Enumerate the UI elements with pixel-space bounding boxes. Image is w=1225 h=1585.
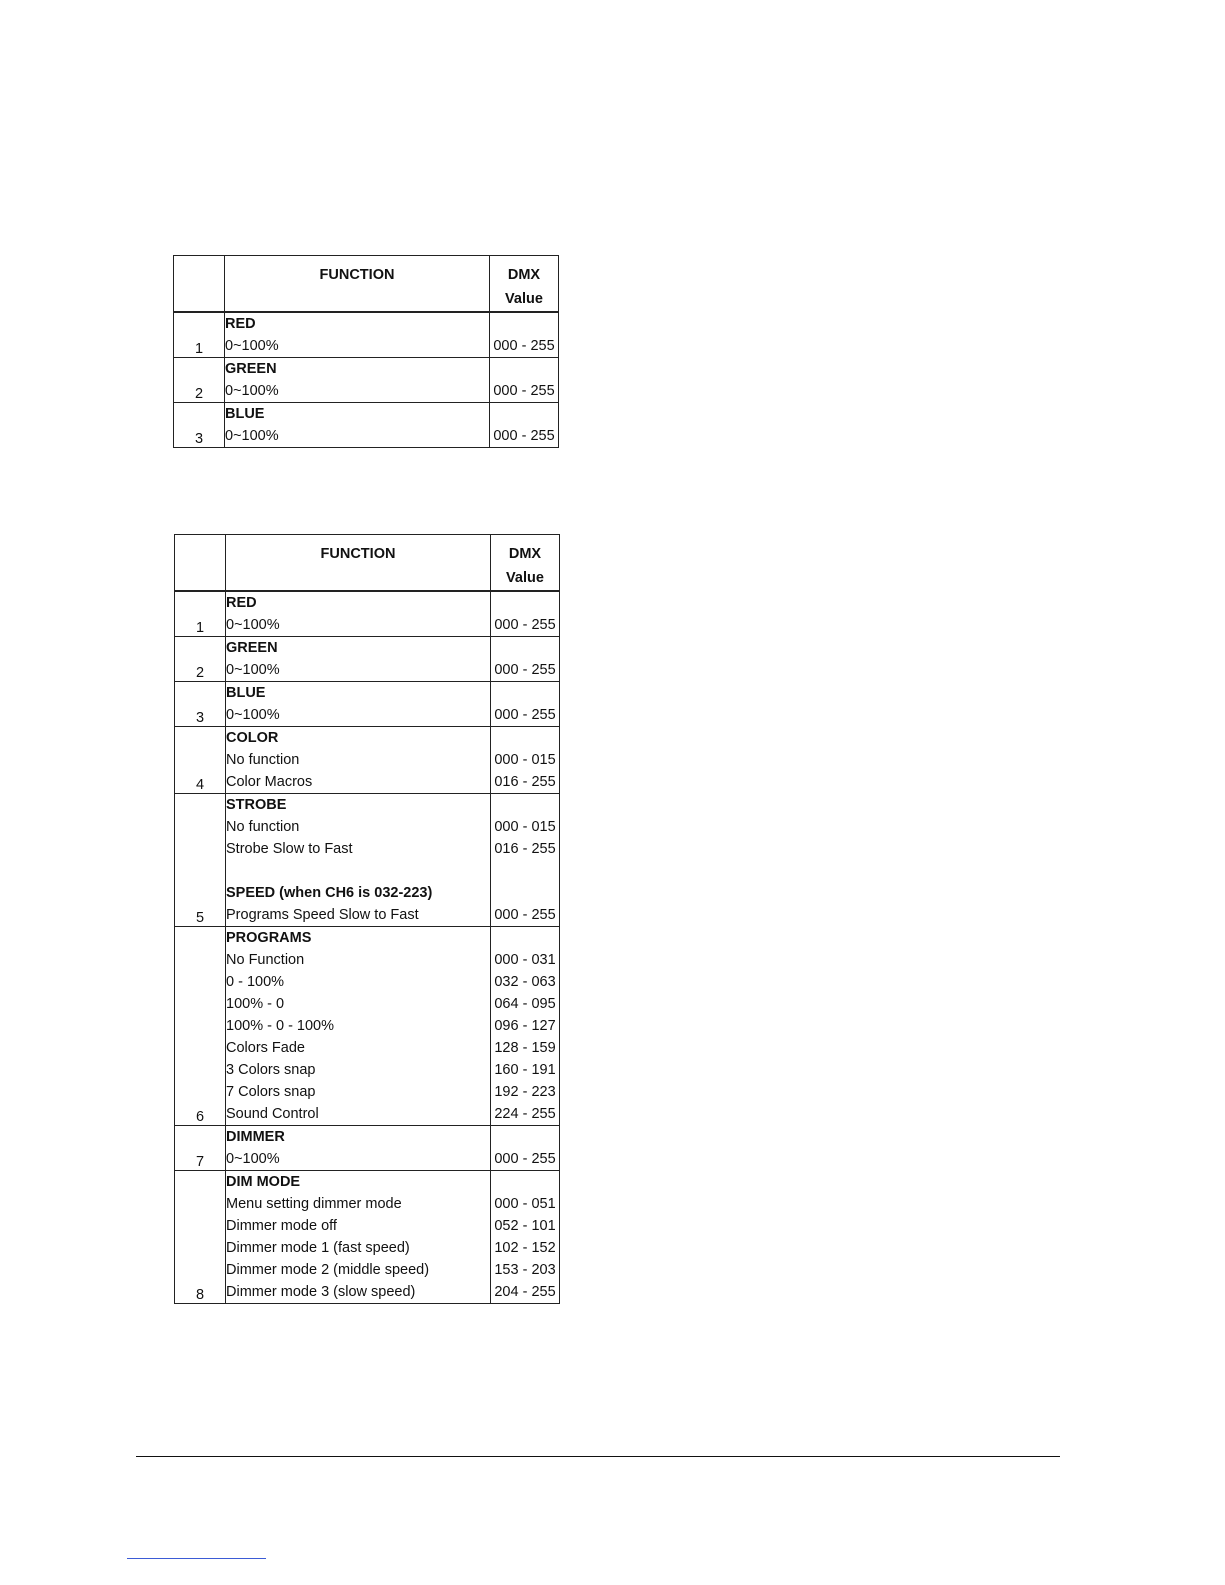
dmx-value: 000 - 255 [493, 428, 555, 444]
dmx-value: 153 - 203 [494, 1262, 556, 1278]
channel-row [175, 682, 560, 727]
channel-number: 3 [174, 403, 225, 448]
table-header-row [174, 256, 559, 313]
dmx-value-cell [490, 403, 559, 448]
channel-row [174, 358, 559, 403]
dmx-value-cell [491, 591, 560, 637]
channel-row [175, 637, 560, 682]
function-heading: DIMMER [226, 1129, 285, 1145]
function-cell [226, 794, 491, 927]
dmx-value [490, 313, 558, 335]
table-body [174, 312, 559, 448]
function-cell [226, 591, 491, 637]
channel-number: 3 [175, 682, 226, 727]
function-heading: RED [225, 316, 256, 332]
dmx-value: 000 - 255 [494, 707, 556, 723]
dmx-value: 000 - 255 [493, 383, 555, 399]
channel-number: 2 [175, 637, 226, 682]
dmx-value [491, 860, 559, 882]
dmx-value: 192 - 223 [494, 1084, 556, 1100]
function-label: 7 Colors snap [226, 1084, 316, 1100]
dmx-value-cell [491, 637, 560, 682]
table-header-row [175, 535, 560, 592]
footer-link-underline[interactable] [127, 1558, 266, 1559]
function-label: 100% - 0 - 100% [226, 1018, 335, 1034]
dmx-value: 128 - 159 [494, 1040, 556, 1056]
dmx-value-cell [491, 727, 560, 794]
function-heading: GREEN [226, 640, 278, 656]
function-cell [226, 637, 491, 682]
channel-number: 4 [175, 727, 226, 794]
function-cell [226, 1171, 491, 1304]
dmx-value: 000 - 255 [494, 662, 556, 678]
function-heading: BLUE [226, 685, 266, 701]
dmx-value-cell [491, 794, 560, 927]
dmx-value: 000 - 015 [494, 752, 556, 768]
function-cell [226, 927, 491, 1126]
dmx-value [491, 1171, 559, 1193]
dmx-value [491, 794, 559, 816]
function-label: Strobe Slow to Fast [226, 841, 353, 857]
channel-header [175, 535, 226, 592]
dmx-value-cell [490, 358, 559, 403]
dmx-value [490, 358, 558, 380]
function-label: 0~100% [226, 617, 280, 633]
function-label: Dimmer mode off [226, 1218, 337, 1234]
function-header: FUNCTION [225, 256, 490, 313]
function-cell [225, 403, 490, 448]
function-heading: STROBE [226, 797, 287, 813]
dmx-value-cell [491, 1126, 560, 1171]
dmx-value: 000 - 051 [494, 1196, 556, 1212]
dmx-value [491, 1126, 559, 1148]
dmx-value: 032 - 063 [494, 974, 556, 990]
dmx-value-cell [491, 927, 560, 1126]
table-body [175, 591, 560, 1304]
channel-row [175, 1171, 560, 1304]
function-cell [225, 312, 490, 358]
function-label: Dimmer mode 1 (fast speed) [226, 1240, 410, 1256]
dmx-table-8-channel [174, 534, 560, 1304]
function-label: No function [226, 819, 300, 835]
channel-row [175, 927, 560, 1126]
dmx-value: 000 - 015 [494, 819, 556, 835]
function-label: No Function [226, 952, 305, 968]
dmx-value: 016 - 255 [494, 774, 556, 790]
dmx-value [491, 592, 559, 614]
dmx-value-cell [490, 312, 559, 358]
channel-row [174, 312, 559, 358]
dmx-value [490, 403, 558, 425]
function-cell [226, 1126, 491, 1171]
dmx-header-line1: DMX [507, 267, 541, 283]
footer-divider [136, 1456, 1060, 1457]
dmx-value-cell [491, 682, 560, 727]
dmx-header-line1: DMX [508, 546, 542, 562]
channel-row [175, 591, 560, 637]
dmx-value [491, 637, 559, 659]
function-cell [226, 682, 491, 727]
function-heading: DIM MODE [226, 1174, 301, 1190]
dmx-value: 052 - 101 [494, 1218, 556, 1234]
function-label: 0~100% [225, 428, 279, 444]
channel-number: 2 [174, 358, 225, 403]
channel-number: 6 [175, 927, 226, 1126]
dmx-value-cell [491, 1171, 560, 1304]
function-label: 0~100% [226, 707, 280, 723]
function-label: 0~100% [226, 662, 280, 678]
dmx-header-line2: Value [506, 570, 544, 586]
channel-row [174, 403, 559, 448]
dmx-value: 000 - 031 [494, 952, 556, 968]
dmx-value: 224 - 255 [494, 1106, 556, 1122]
function-label: 0~100% [225, 383, 279, 399]
dmx-value-header [491, 535, 560, 592]
channel-number: 5 [175, 794, 226, 927]
function-label: Dimmer mode 3 (slow speed) [226, 1284, 416, 1300]
function-label: 100% - 0 [226, 996, 285, 1012]
dmx-value [491, 727, 559, 749]
dmx-value: 016 - 255 [494, 841, 556, 857]
function-heading: RED [226, 595, 257, 611]
function-label: Menu setting dimmer mode [226, 1196, 402, 1212]
dmx-value: 096 - 127 [494, 1018, 556, 1034]
function-label: 0~100% [225, 338, 279, 354]
function-label: 3 Colors snap [226, 1062, 316, 1078]
function-label: Sound Control [226, 1106, 319, 1122]
function-cell [226, 727, 491, 794]
function-label: 0~100% [226, 1151, 280, 1167]
dmx-value [491, 927, 559, 949]
channel-row [175, 794, 560, 927]
function-heading: GREEN [225, 361, 277, 377]
dmx-value [491, 682, 559, 704]
function-label: Color Macros [226, 774, 313, 790]
channel-row [175, 1126, 560, 1171]
function-heading: SPEED (when CH6 is 032-223) [226, 885, 433, 901]
dmx-value-header [490, 256, 559, 313]
dmx-value: 000 - 255 [494, 1151, 556, 1167]
function-label: No function [226, 752, 300, 768]
channel-row [175, 727, 560, 794]
channel-number: 1 [174, 312, 225, 358]
function-cell [225, 358, 490, 403]
dmx-value: 102 - 152 [494, 1240, 556, 1256]
function-label: Dimmer mode 2 (middle speed) [226, 1262, 430, 1278]
channel-number: 7 [175, 1126, 226, 1171]
function-heading: PROGRAMS [226, 930, 312, 946]
dmx-value: 160 - 191 [494, 1062, 556, 1078]
function-label: 0 - 100% [226, 974, 285, 990]
function-label: Colors Fade [226, 1040, 305, 1056]
dmx-value: 000 - 255 [493, 338, 555, 354]
function-label: Programs Speed Slow to Fast [226, 907, 419, 923]
channel-number: 8 [175, 1171, 226, 1304]
dmx-value: 000 - 255 [494, 617, 556, 633]
channel-number: 1 [175, 591, 226, 637]
dmx-value: 064 - 095 [494, 996, 556, 1012]
dmx-value [491, 882, 559, 904]
function-heading: COLOR [226, 730, 279, 746]
dmx-header-line2: Value [505, 291, 543, 307]
function-heading: BLUE [225, 406, 265, 422]
channel-header [174, 256, 225, 313]
dmx-table-3-channel [173, 255, 559, 448]
function-label [226, 860, 490, 882]
function-header: FUNCTION [226, 535, 491, 592]
dmx-value: 000 - 255 [494, 907, 556, 923]
dmx-value: 204 - 255 [494, 1284, 556, 1300]
